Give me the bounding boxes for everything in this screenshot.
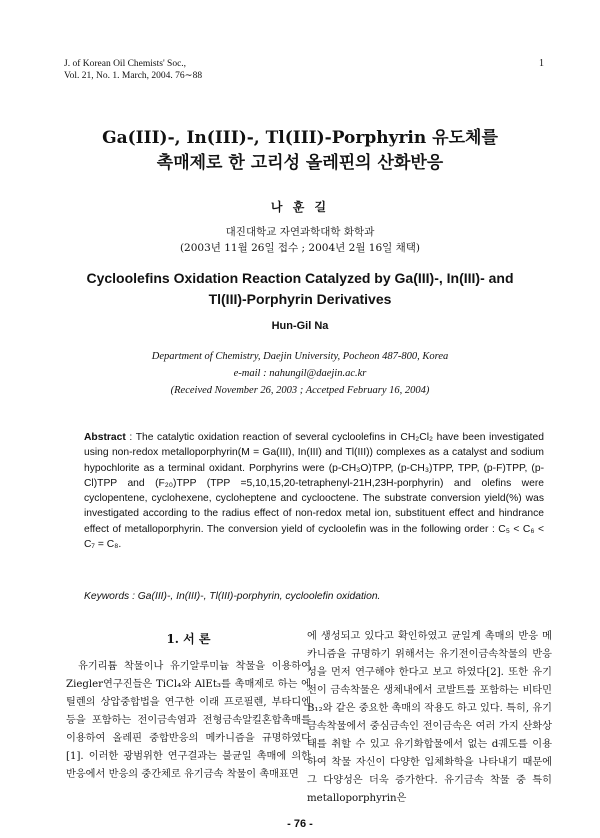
korean-title-line-2: 촉매제로 한 고리성 올레핀의 산화반응 (156, 153, 444, 173)
english-title (0, 268, 600, 310)
korean-affiliation-dates: (2003년 11월 26일 접수 ; 2004년 2월 16일 채택) (179, 242, 421, 254)
right-column-text: 에 생성되고 있다고 확인하였고 균일계 촉매의 반응 메카니즘을 규명하기 위해서는 유기전이금속착물의 반응성을 먼저 연구해야 한다고 보고 하였다[2]. 또한 유기전이 금속착물은 생체내에서 코발트를 포함하는 비타민 B₁₂와 같은 중요한 촉매의 작용도 하고 있다. 특히, 유기금속착물에서 중심금속인 전이금속은 여러 가지 산화상태를 취할 수 있고 유기화합물에서 없는 d궤도를 이용하여 착물 자신이 다양한 입체화학을 나타내기 때문에 그 다양성은 더욱 증가한다. 유기금속 착물 중 특히 metalloporphyrin은 (307, 631, 552, 804)
journal-citation (64, 58, 202, 82)
left-column-text: 유기리튬 착물이나 유기알루미늄 착물을 이용하여 Ziegler연구진들은 TiCl₄와 AlEt₃를 촉매제로 하는 에틸렌의 상압중합법을 연구한 이래 프로필렌, 부타디엔 등을 포함하는 전이금속염과 전형금속알킬혼합촉매를 이용하여 올레핀 중합반응의 메카니즘을 규명하였다[1]. 이러한 광범위한 연구결과는 불균일 촉매에 의한 반응에서 반응의 중간체로 유기금속 착물이 촉매표면 (66, 661, 311, 780)
english-title-line-1: Cycloolefins Oxidation Reaction Catalyzed by Ga(III)-, In(III)- and (86, 270, 514, 286)
journal-line-2: Vol. 21, No. 1. March, 2004. 76∼88 (64, 71, 203, 81)
korean-title (0, 126, 600, 176)
english-author: Hun-Gil Na (271, 320, 329, 332)
right-column (307, 628, 552, 808)
abstract-text: : The catalytic oxidation reaction of several cycloolefins in CH₂Cl₂ have been investigated using non-redox metalloporphyrin(M = Ga(III), In(III) and Tl(III)) complexes as a catalyst and sodium hypochlorite as a terminal oxidant. Porphyrins were (p-CH₃O)TPP, (p-CH₃)TPP, TPP, (p-F)TPP, (p-Cl)TPP and (F₂₀)TPP (TPP =5,10,15,20-tetraphenyl-21H,23H-porphyrin) and olefins were cyclopentene, cyclohexene, cycloheptene and cyclooctene. The substrate conversion yield(%) was investigated according to the radius effect of non-redox metal ion, substituent effect and hindrance effect of metalloporphyrin. The conversion yield of cycloolefin was in the following order : C₅ < C₆ < C₇ = C₈. (84, 432, 544, 551)
korean-title-line-1: Ga(III)-, In(III)-, Tl(III)-Porphyrin 유도체를 (102, 128, 498, 148)
korean-affiliation-dept: 대진대학교 자연과학대학 화학과 (225, 226, 375, 238)
abstract (84, 430, 544, 552)
page-number-bottom: - 76 - (287, 818, 313, 830)
section-heading: 1. 서 론 (166, 632, 211, 646)
english-title-line-2: Tl(III)-Porphyrin Derivatives (208, 291, 392, 307)
abstract-label: Abstract (84, 432, 126, 443)
english-affiliation (0, 348, 600, 399)
korean-affiliation (0, 224, 600, 256)
journal-line-1: J. of Korean Oil Chemists' Soc., (64, 59, 187, 69)
korean-author: 나 훈 길 (270, 200, 330, 214)
english-affiliation-email: e-mail : nahungil@daejin.ac.kr (233, 368, 367, 379)
left-column (66, 628, 311, 784)
english-affiliation-dept: Department of Chemistry, Daejin University, Pocheon 487-800, Korea (151, 351, 449, 362)
keywords: Keywords : Ga(III)-, In(III)-, Tl(III)-porphyrin, cycloolefin oxidation. (84, 591, 381, 602)
english-affiliation-dates: (Received November 26, 2003 ; Accetped February 16, 2004) (170, 385, 430, 396)
page-number-top: 1 (539, 58, 544, 69)
